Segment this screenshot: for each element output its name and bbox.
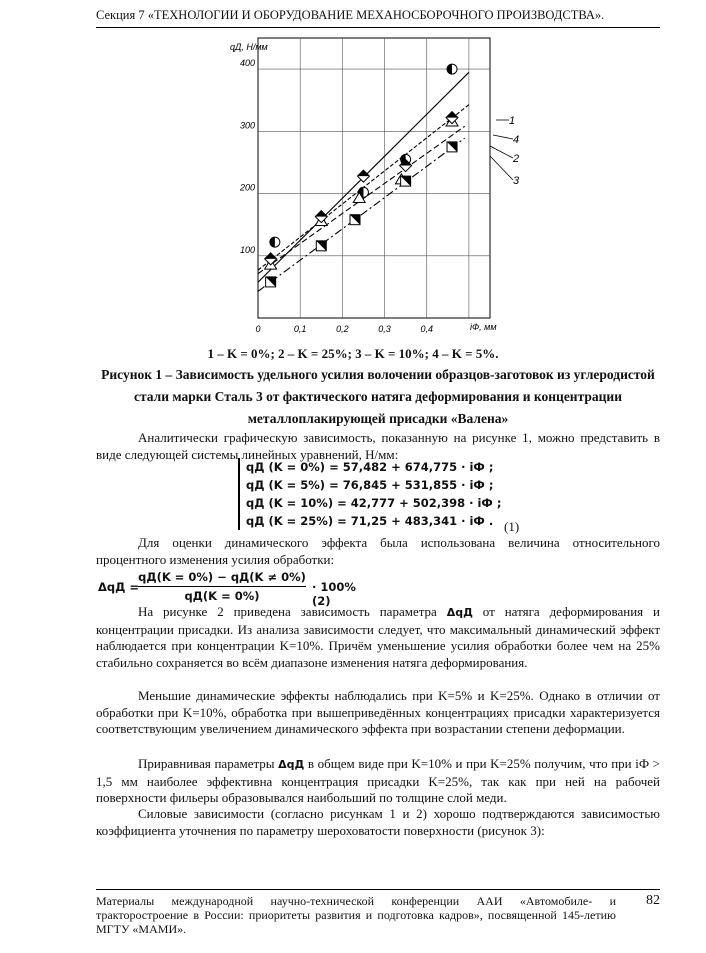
y-tick-label: 200 bbox=[239, 182, 255, 193]
formula-denominator: qД(K = 0%) bbox=[184, 589, 260, 603]
callout-line-2 bbox=[490, 146, 513, 158]
paragraph-2: Для оценки динамического эффекта была использована величина относительного процентного изменения усилия обработки: bbox=[96, 535, 660, 567]
x-tick-label: 0 bbox=[255, 324, 261, 334]
x-tick-label: 0,4 bbox=[420, 324, 433, 334]
marker-series-3 bbox=[350, 215, 360, 225]
plot-frame bbox=[258, 38, 490, 318]
data-markers bbox=[265, 64, 458, 287]
series-callouts bbox=[490, 115, 520, 187]
equation-3: qД (K = 10%) = 42,777 + 502,398 · iФ ; bbox=[246, 496, 502, 510]
footer-text: Материалы международной научно-технической конференции ААИ «Автомобиле- и тракторостроение в России: приоритеты развития и подготовка кадров», посвященной 145-летию МГТУ «МАМИ». bbox=[96, 894, 616, 936]
y-tick-label: 400 bbox=[239, 58, 255, 69]
equation-system bbox=[238, 458, 516, 530]
y-tick-label: 300 bbox=[239, 120, 255, 131]
marker-series-4 bbox=[357, 170, 369, 182]
marker-series-4 bbox=[315, 211, 327, 223]
paragraph-3: На рисунке 2 приведена зависимость параметра ΔqД от натяга деформирования и концентрации присадки. Из анализа зависимости следует, что максимальный динамический эффект наблюдается при концентрации K=10%. Причём уменьшение усилия обработки более чем на 25% стабильно сохраняется во всём диапазоне изменения натяга деформирования. bbox=[96, 604, 660, 670]
callout-label-3: 3 bbox=[512, 175, 520, 187]
x-tick-label: 0,2 bbox=[336, 324, 349, 334]
fraction-bar bbox=[138, 586, 306, 587]
equation-2: qД (K = 5%) = 76,845 + 531,855 · iФ ; bbox=[246, 478, 494, 492]
y-axis-label: qД, Н/мм bbox=[230, 42, 268, 52]
callout-line-4 bbox=[493, 135, 513, 139]
x-axis-label: iФ, мм bbox=[470, 322, 497, 332]
tick-labels bbox=[239, 58, 433, 334]
equation-number: (1) bbox=[504, 519, 520, 534]
regression-line-3 bbox=[258, 138, 465, 291]
x-tick-label: 0,1 bbox=[293, 324, 307, 334]
page-footer bbox=[96, 889, 660, 936]
formula-tail: · 100% (2) bbox=[312, 580, 356, 608]
delta-q-symbol-2: ΔqД bbox=[278, 758, 305, 771]
callout-line-3 bbox=[490, 156, 513, 180]
callout-label-1: 1 bbox=[508, 115, 516, 127]
formula-numerator: qД(K = 0%) − qД(K ≠ 0%) bbox=[138, 570, 306, 584]
paragraph-5: Приравнивая параметры ΔqД в общем виде при K=10% и при K=25% получим, что при iФ > 1,5 мм наиболее эффективна концентрация присадки K=25%, так как при ней на рабочей поверхности фильеры образовывался наибольший по толщине слой меди. bbox=[96, 756, 661, 805]
equation-4: qД (K = 25%) = 71,25 + 483,341 · iФ . bbox=[246, 514, 494, 528]
delta-q-symbol: ΔqД bbox=[446, 606, 473, 619]
formula-2 bbox=[98, 570, 378, 606]
figure-title: Рисунок 1 – Зависимость удельного усилия волочении образцов-заготовок из углеродистой стали марки Сталь 3 от фактического натяга деформирования и концентрации металлоплакирующей присадки «Валена» bbox=[101, 367, 655, 426]
marker-series-4 bbox=[265, 253, 277, 265]
paragraph-1: Аналитически графическую зависимость, показанную на рисунке 1, можно представить в виде следующей системы линейных уравнений, Н/мм: bbox=[96, 430, 660, 462]
formula-lhs: ΔqД = bbox=[98, 580, 140, 594]
figure-1-chart bbox=[228, 28, 518, 342]
marker-series-3 bbox=[316, 241, 326, 251]
paragraph-4: Меньшие динамические эффекты наблюдались при K=5% и K=25%. Однако в отличии от обработки при K=10%, обработка при вышеприведённых концентрациях присадки характеризуется соответствующим увеличением динамического эффекта при возрастании степени деформации. bbox=[96, 688, 660, 736]
chart-grid bbox=[258, 38, 490, 318]
marker-series-3 bbox=[401, 176, 411, 186]
callout-label-4: 4 bbox=[512, 134, 520, 146]
marker-series-1 bbox=[447, 64, 457, 74]
x-tick-label: 0,3 bbox=[378, 324, 391, 334]
marker-series-1 bbox=[270, 237, 280, 247]
callout-label-2: 2 bbox=[512, 153, 520, 165]
y-tick-label: 100 bbox=[239, 244, 255, 255]
marker-series-3 bbox=[447, 142, 457, 152]
page-number: 82 bbox=[646, 893, 660, 908]
equation-1: qД (K = 0%) = 57,482 + 674,775 · iФ ; bbox=[246, 460, 494, 474]
paragraph-6: Силовые зависимости (согласно рисункам 1 и 2) хорошо подтверждаются зависимостью коэффициента уточнения по параметру шероховатости поверхности (рисунок 3): bbox=[96, 806, 660, 838]
page-header: Секция 7 «ТЕХНОЛОГИИ И ОБОРУДОВАНИЕ МЕХАНОСБОРОЧНОГО ПРОИЗВОДСТВА». bbox=[96, 8, 660, 28]
marker-series-3 bbox=[266, 277, 276, 287]
chart-legend-caption: 1 – K = 0%; 2 – K = 25%; 3 – K = 10%; 4 – K = 5%. bbox=[207, 346, 499, 361]
